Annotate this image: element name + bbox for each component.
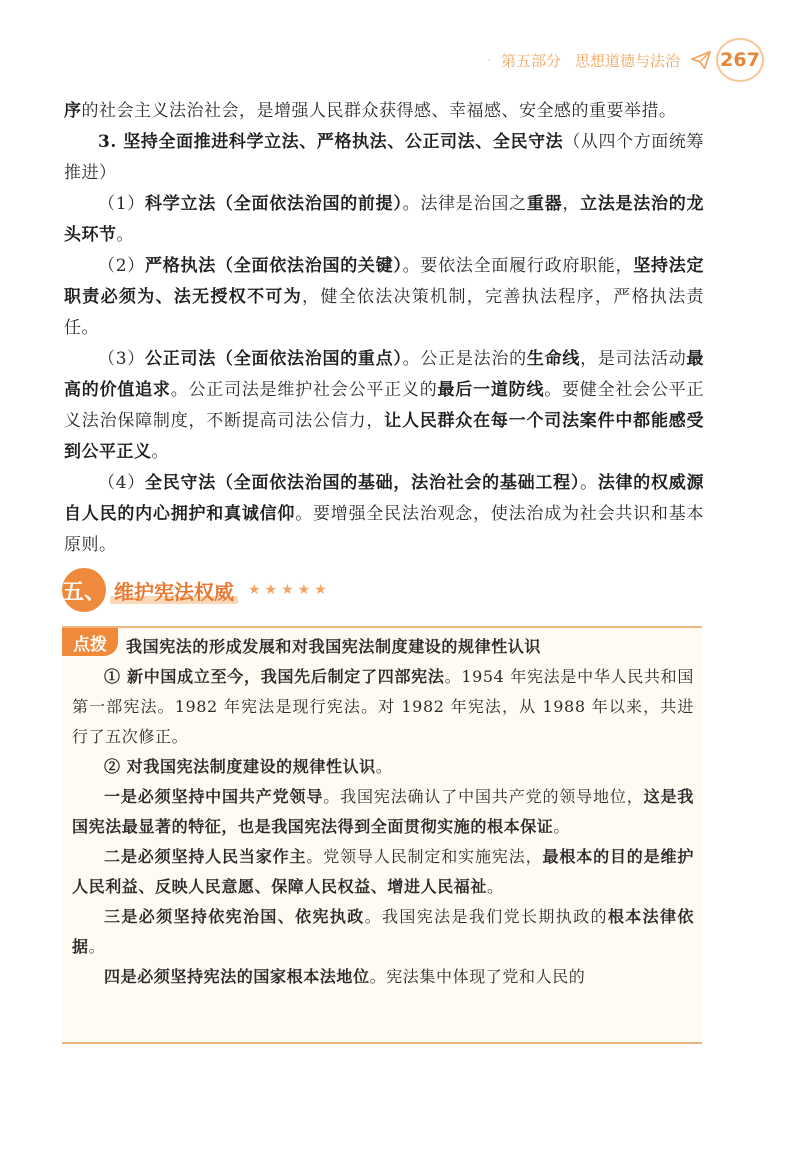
section-number-badge: 五、 [62, 568, 106, 612]
tip-title: 我国宪法的形成发展和对我国宪法制度建设的规律性认识 [126, 637, 542, 656]
bold-text: 全民守法（全面依法治国的基础，法治社会的基础工程） [145, 473, 581, 493]
paragraph [64, 189, 704, 251]
bold-text: 立法是法治的龙头环节 [64, 194, 705, 245]
tip-point [72, 842, 694, 902]
paragraph [64, 468, 704, 561]
bold-text: 公正司法（全面依法治国的重点） [145, 349, 403, 369]
bold-text: 最根本的目的是维护人民利益、反映人民意愿、保障人民权益、增进人民福祉 [72, 847, 694, 896]
bold-text: 科学立法（全面依法治国的前提） [145, 194, 403, 214]
text: 。公正是法治的 [402, 349, 527, 369]
bold-text: 最后一道防线 [437, 380, 545, 400]
text: 。党领导人民制定和实施宪法， [306, 847, 543, 866]
tip-box [62, 626, 702, 1044]
tip-content [72, 632, 694, 992]
section-title-wrap [114, 576, 234, 605]
item-label: （4） [98, 473, 146, 493]
tip-item [72, 752, 694, 782]
text: 。要健全社会公平正义法治保障制度，不断提高司法公信力， [64, 380, 705, 431]
item-label: （3） [98, 349, 146, 369]
bold-text: ② 对我国宪法制度建设的规律性认识 [104, 757, 376, 776]
text: 。我国宪法确认了中国共产党的领导地位， [323, 787, 644, 806]
bold-text: 三是必须坚持依宪治国、依宪执政 [104, 907, 365, 926]
bold-text: 重器 [526, 194, 563, 214]
text: 。 [553, 817, 571, 836]
bold-text: 严格执法（全面依法治国的关键） [145, 256, 403, 276]
tip-point [72, 902, 694, 962]
bold-text: 序 [64, 101, 82, 121]
bold-text: ① 新中国成立至今，我国先后制定了四部宪法 [104, 667, 445, 686]
paragraph [64, 344, 704, 468]
bold-text: 生命线 [526, 349, 581, 369]
text: 。我国宪法是我们党长期执政的 [364, 907, 608, 926]
tip-bottom-border [62, 1042, 702, 1044]
text: 。要增强全民法治观念，使法治成为社会共识和基本原则。 [64, 504, 705, 555]
text: 。 [580, 473, 598, 493]
bold-text: 根本法律依据 [72, 907, 694, 956]
text: 。宪法集中体现了党和人民的 [369, 967, 586, 986]
text: 。 [151, 442, 169, 462]
tip-point [72, 782, 694, 842]
paper-plane-icon [690, 49, 712, 71]
bold-heading: 3. 坚持全面推进科学立法、严格执法、公正司法、全民守法 [98, 132, 564, 152]
tip-top-border [62, 626, 702, 628]
text: 。要依法全面履行政府职能， [402, 256, 634, 276]
text: ，是司法活动 [580, 349, 687, 369]
section-heading [62, 568, 331, 612]
page-number: 267 [716, 38, 764, 82]
tip-point [72, 962, 694, 992]
item-label: （1） [98, 194, 146, 214]
text: 。公正司法是维护社会公平正义的 [170, 380, 438, 400]
item-label: （2） [98, 256, 146, 276]
bold-text: 这是我国宪法最显著的特征，也是我国宪法得到全面贯彻实施的根本保证 [72, 787, 694, 836]
header-dot-icon: · [487, 53, 491, 67]
body-text [64, 96, 704, 561]
bold-text: 让人民群众在每一个司法案件中都能感受到公平正义 [64, 411, 705, 462]
bold-text: 坚持法定职责必须为、法无授权不可为 [64, 256, 705, 307]
paragraph [64, 96, 704, 127]
paragraph [64, 251, 704, 344]
text: 。 [487, 877, 504, 896]
text: 的社会主义法治社会，是增强人民群众获得感、幸福感、安全感的重要举措。 [81, 101, 677, 121]
bold-text: 四是必须坚持宪法的国家根本法地位 [104, 967, 370, 986]
importance-stars-icon: ★★★★★ [248, 582, 331, 598]
text: （从四个方面统筹推进） [64, 132, 705, 183]
text: 。 [375, 757, 393, 776]
text: 。 [116, 225, 134, 245]
bold-text: 二是必须坚持人民当家作主 [104, 847, 307, 866]
bold-text: 一是必须坚持中国共产党领导 [104, 787, 324, 806]
header-part-label: 第五部分 [500, 51, 561, 70]
text: 。1954 年宪法是中华人民共和国第一部宪法。1982 年宪法是现行宪法。对 1982 年宪法，从 1988 年以来，共进行了五次修正。 [72, 667, 695, 746]
bold-text: 法律的权威源自人民的内心拥护和真诚信仰 [64, 473, 705, 524]
section-title: 维护宪法权威 [114, 579, 234, 604]
paragraph [64, 127, 704, 189]
text: 。法律是治国之 [402, 194, 527, 214]
text: ，健全依法决策机制，完善执法程序，严格执法责任。 [64, 287, 704, 338]
bold-text: 最高的价值追求 [64, 349, 705, 400]
text: ， [562, 194, 581, 214]
text: 。 [88, 937, 106, 956]
header-section-label: 思想道德与法治 [574, 51, 680, 70]
running-header [487, 40, 764, 80]
tip-badge: 点拨 [62, 628, 118, 656]
tip-item [72, 662, 694, 752]
